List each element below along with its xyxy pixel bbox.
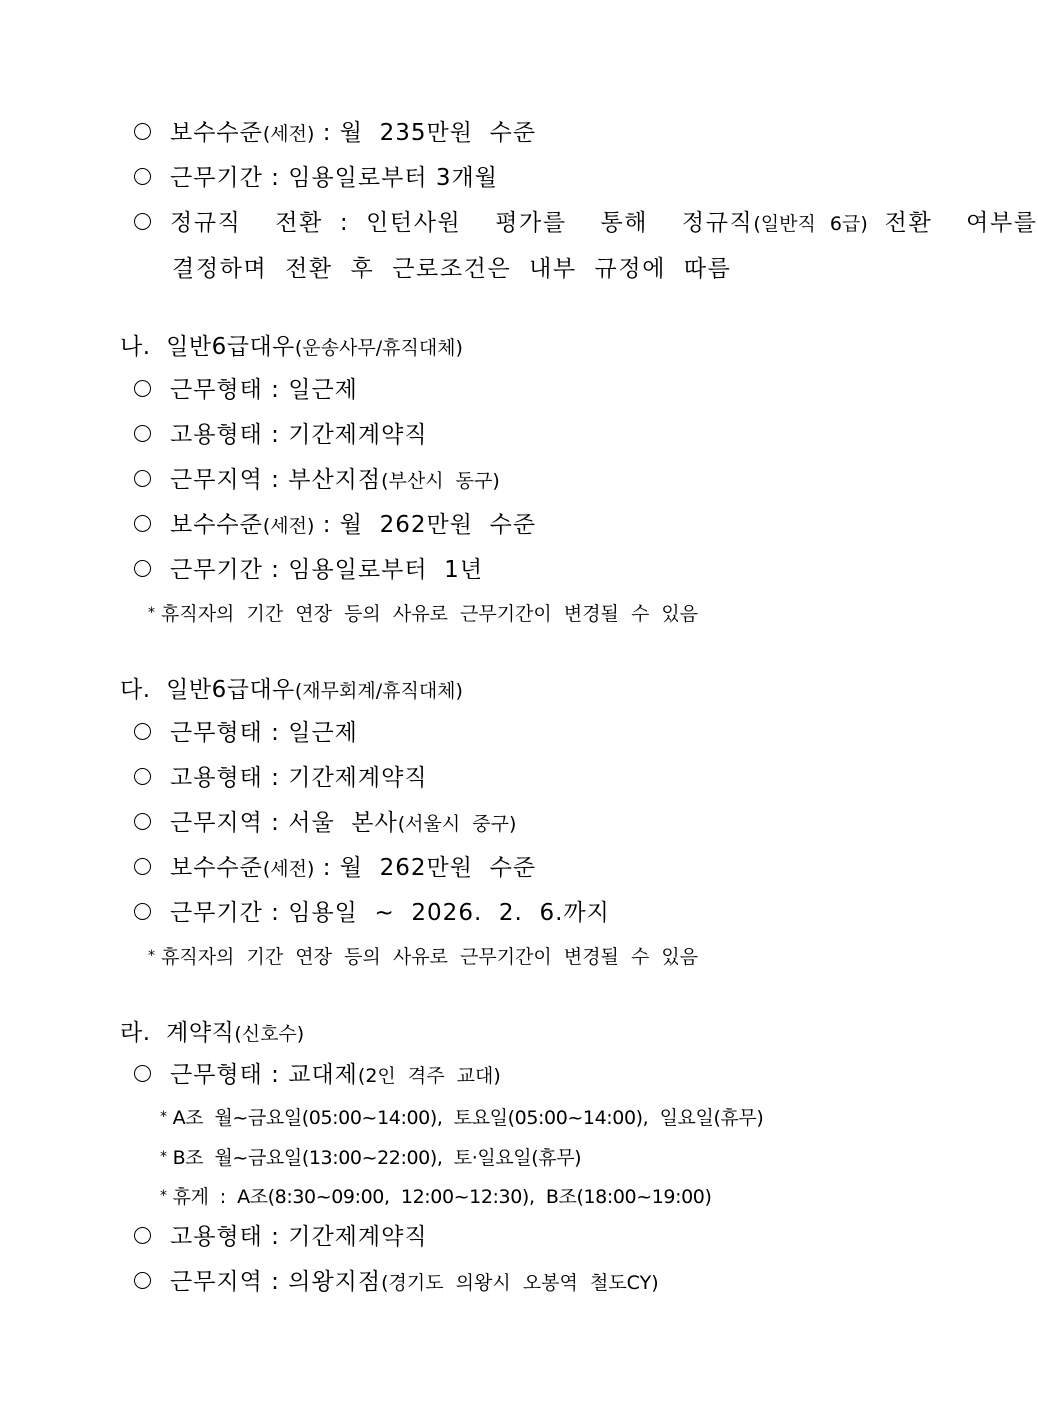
break-note [160, 1182, 712, 1209]
item-value: 의왕지점 [288, 1269, 382, 1295]
item-value-paren: (부산시 동구) [381, 470, 500, 492]
circle-bullet-icon [134, 168, 151, 185]
item-value: 월 262만원 수준 [339, 855, 537, 881]
section-heading [120, 1014, 304, 1047]
item-label-paren: (세전) [262, 858, 315, 880]
item-label: 근무형태 [170, 377, 263, 403]
item-sep: : [262, 1224, 289, 1250]
item-label: 근무기간 [170, 557, 263, 583]
item-value-paren: (일반직 6급) [753, 213, 868, 235]
item-value: 임용일로부터 3개월 [288, 165, 498, 191]
conversion-continuation: 결정하며 전환 후 근로조건은 내부 규정에 따름 [172, 256, 732, 282]
item-label: 근무기간 [170, 900, 263, 926]
list-item [170, 804, 516, 837]
circle-bullet-icon [134, 425, 151, 442]
note-text: 휴직자의 기간 연장 등의 사유로 근무기간이 변경될 수 있음 [161, 603, 699, 625]
item-value: 월 235만원 수준 [339, 120, 537, 146]
item-sep: : [314, 120, 340, 146]
item-sep: : [262, 720, 289, 746]
item-label: 보수수준 [170, 855, 263, 881]
asterisk-icon: * [160, 1149, 167, 1165]
circle-bullet-icon [134, 380, 151, 397]
item-value: 인턴사원 평가를 통해 정규직 [366, 210, 754, 236]
circle-bullet-icon [134, 903, 151, 920]
section-title: 다. 일반6급대우 [120, 677, 295, 703]
list-item [170, 461, 500, 494]
circle-bullet-icon [134, 470, 151, 487]
note-text: 휴직자의 기간 연장 등의 사유로 근무기간이 변경될 수 있음 [161, 946, 699, 968]
section-note [148, 599, 698, 626]
item-value: 기간제계약직 [288, 422, 428, 448]
list-item [170, 1263, 659, 1296]
asterisk-icon: * [148, 605, 155, 621]
shift-note [160, 1103, 763, 1130]
item-value: 부산지점 [288, 467, 382, 493]
circle-bullet-icon [134, 213, 151, 230]
item-sep: : [262, 467, 289, 493]
item-value-paren: (2인 격주 교대) [357, 1065, 501, 1087]
list-item [170, 1218, 428, 1251]
item-label: 고용형태 [170, 422, 263, 448]
asterisk-icon: * [148, 948, 155, 964]
item-sep: : [262, 765, 289, 791]
list-item [170, 371, 358, 404]
list-item [170, 551, 483, 584]
list-item [170, 506, 536, 539]
list-item [170, 894, 610, 927]
item-sep: : [322, 210, 367, 236]
item-label: 근무지역 [170, 467, 263, 493]
item-sep: : [314, 512, 340, 538]
section-heading [120, 328, 463, 361]
item-value: 기간제계약직 [288, 765, 428, 791]
item-sep: : [262, 422, 289, 448]
list-item [170, 416, 428, 449]
item-label-paren: (세전) [262, 515, 315, 537]
item-value: 임용일로부터 1년 [288, 557, 484, 583]
item-sep: : [314, 855, 340, 881]
shift-note-text: A조 월~금요일(05:00~14:00), 토요일(05:00~14:00), 일요일(휴무) [172, 1107, 764, 1129]
item-label: 근무지역 [170, 810, 263, 836]
circle-bullet-icon [134, 1227, 151, 1244]
section-title-paren: (재무회계/휴직대체) [294, 680, 463, 702]
circle-bullet-icon [134, 560, 151, 577]
item-value-paren: (경기도 의왕시 오봉역 철도CY) [381, 1272, 659, 1294]
section-title: 나. 일반6급대우 [120, 334, 295, 360]
item-label: 고용형태 [170, 1224, 263, 1250]
item-sep: : [262, 165, 289, 191]
item-value-paren: (서울시 중구) [397, 813, 517, 835]
item-value-tail: 전환 여부를 [867, 210, 1038, 236]
list-item [170, 714, 358, 747]
shift-note [160, 1143, 581, 1170]
circle-bullet-icon [134, 123, 151, 140]
item-label: 근무지역 [170, 1269, 263, 1295]
circle-bullet-icon [134, 515, 151, 532]
shift-note-text: B조 월~금요일(13:00~22:00), 토·일요일(휴무) [172, 1147, 582, 1169]
item-sep: : [262, 1269, 289, 1295]
list-item [170, 1056, 501, 1089]
item-value: 교대제 [288, 1062, 358, 1088]
circle-bullet-icon [134, 858, 151, 875]
item-sep: : [262, 377, 289, 403]
item-label: 고용형태 [170, 765, 263, 791]
item-sep: : [262, 1062, 289, 1088]
item-value: 월 262만원 수준 [339, 512, 537, 538]
section-title-paren: (신호수) [234, 1023, 305, 1045]
item-value: 일근제 [288, 720, 358, 746]
item-label-paren: (세전) [262, 123, 315, 145]
item-sep: : [262, 900, 289, 926]
item-value: 일근제 [288, 377, 358, 403]
section-note [148, 942, 698, 969]
circle-bullet-icon [134, 1065, 151, 1082]
item-label: 보수수준 [170, 512, 263, 538]
item-value: 임용일 ~ 2026. 2. 6.까지 [288, 900, 610, 926]
break-note-text: 휴게 : A조(8:30~09:00, 12:00~12:30), B조(18:00~19:00) [172, 1186, 712, 1208]
section-heading [120, 671, 463, 704]
asterisk-icon: * [160, 1109, 167, 1125]
item-label: 근무형태 [170, 1062, 263, 1088]
item-sep: : [262, 557, 289, 583]
item-value: 기간제계약직 [288, 1224, 428, 1250]
circle-bullet-icon [134, 723, 151, 740]
item-label: 근무형태 [170, 720, 263, 746]
item-label: 근무기간 [170, 165, 263, 191]
asterisk-icon: * [160, 1188, 167, 1204]
circle-bullet-icon [134, 813, 151, 830]
section-title: 라. 계약직 [120, 1020, 235, 1046]
item-label: 정규직 전환 [170, 210, 323, 236]
list-item [170, 759, 428, 792]
item-label: 보수수준 [170, 120, 263, 146]
list-item [170, 849, 536, 882]
item-sep: : [262, 810, 289, 836]
item-value: 서울 본사 [288, 810, 398, 836]
section-title-paren: (운송사무/휴직대체) [294, 337, 463, 359]
circle-bullet-icon [134, 768, 151, 785]
circle-bullet-icon [134, 1272, 151, 1289]
